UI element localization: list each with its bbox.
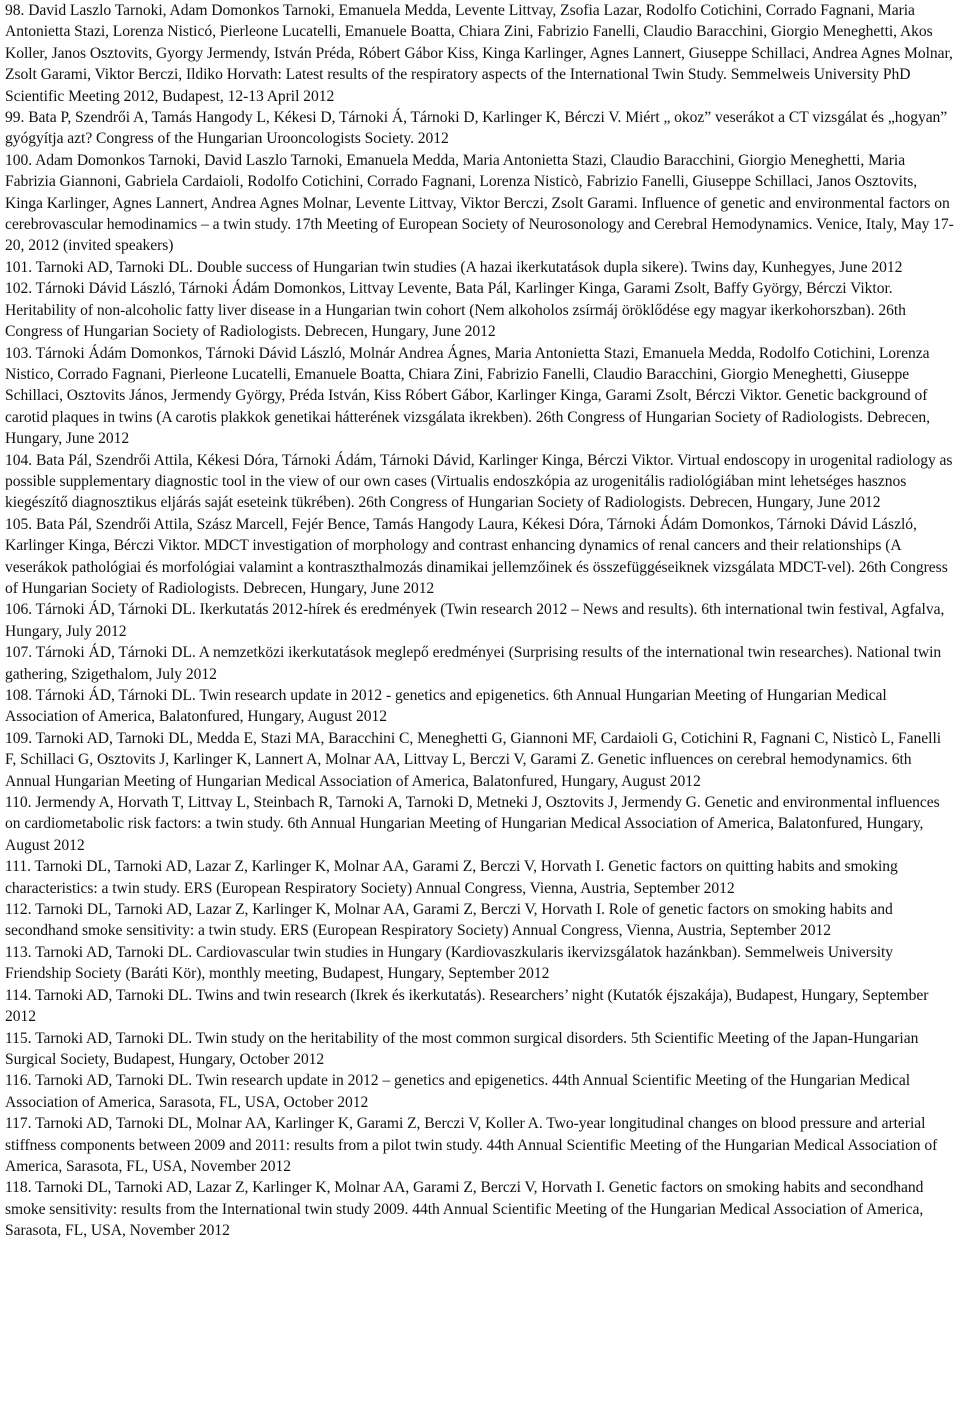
reference-text: Tarnoki DL, Tarnoki AD, Lazar Z, Karlinger K, Molnar AA, Garami Z, Berczi V, Horvath I. Genetic factors on quitting habits and smoking characteristics: a twin study. ERS (European Respiratory Society) Annual Congress, Vienna, Austria, September 2012	[5, 858, 898, 897]
reference-entry	[5, 343, 954, 450]
reference-entry	[5, 792, 954, 856]
reference-text: Bata P, Szendrői A, Tamás Hangody L, Kékesi D, Tárnoki Á, Tárnoki D, Karlinger K, Bérczi V. Miért „ okoz” veserákot a CT vizsgálat és „hogyan” gyógyítja azt? Congress of the Hungarian Urooncologists Society. 2012	[5, 109, 948, 148]
reference-number: 107.	[5, 644, 33, 662]
reference-text: Tarnoki DL, Tarnoki AD, Lazar Z, Karlinger K, Molnar AA, Garami Z, Berczi V, Horvath I. Role of genetic factors on smoking habits and secondhand smoke sensitivity: a twin study. ERS (European Respiratory Society) Annual Congress, Vienna, Austria, September 2012	[5, 901, 893, 940]
reference-entry	[5, 278, 954, 342]
reference-number: 114.	[5, 986, 32, 1004]
reference-text: Tarnoki AD, Tarnoki DL. Twin research update in 2012 – genetics and epigenetics. 44th Annual Scientific Meeting of the Hungarian Medical Association of America, Sarasota, FL, USA, October 2012	[5, 1072, 911, 1111]
reference-text: Tarnoki AD, Tarnoki DL. Twin study on the heritability of the most common surgical disorders. 5th Scientific Meeting of the Japan-Hungarian Surgical Society, Budapest, Hungary, October 2012	[5, 1029, 919, 1068]
reference-entry	[5, 942, 954, 985]
reference-entry	[5, 685, 954, 728]
reference-entry	[5, 856, 954, 899]
reference-number: 113.	[5, 943, 32, 961]
reference-entry	[5, 1177, 954, 1241]
reference-number: 110.	[5, 794, 32, 812]
reference-text: Tárnoki Ádám Domonkos, Tárnoki Dávid László, Molnár Andrea Ágnes, Maria Antonietta Stazi, Emanuela Medda, Rodolfo Cotichini, Lorenza Nistico, Corrado Fagnani, Pierleone Lucatelli, Emanuele Boatta, Chiara Zini, Fabrizio Fanelli, Claudio Baracchini, Giorgio Meneghetti, Giuseppe Schillaci, Osztovits János, Jermendy György, Préda István, Kiss Róbert Gábor, Karlinger Kinga, Garami Zsolt, Bérczi Viktor. Genetic background of carotid plaques in twins (A carotis plakkok genetikai hátterének vizsgálata ikrekben). 26th Congress of Hungarian Society of Radiologists. Debrecen, Hungary, June 2012	[5, 344, 930, 448]
reference-entry	[5, 514, 954, 600]
reference-entry	[5, 150, 954, 257]
reference-entry	[5, 1070, 954, 1113]
reference-number: 101.	[5, 258, 33, 276]
reference-entry	[5, 107, 954, 150]
reference-text: David Laszlo Tarnoki, Adam Domonkos Tarnoki, Emanuela Medda, Levente Littvay, Zsofia Lazar, Rodolfo Cotichini, Corrado Fagnani, Maria Antonietta Stazi, Lorenza Nisticó, Pierleone Lucatelli, Emanuele Boatta, Chiara Zini, Fabrizio Fanelli, Claudio Baracchini, Giorgio Meneghetti, Akos Koller, Janos Osztovits, Gyorgy Jermendy, István Préda, Róbert Gábor Kiss, Kinga Karlinger, Agnes Lannert, Giuseppe Schillaci, Andrea Agnes Molnar, Zsolt Garami, Viktor Berczi, Ildiko Horvath: Latest results of the respiratory aspects of the International Twin Study. Semmelweis University PhD Scientific Meeting 2012, Budapest, 12-13 April 2012	[5, 2, 953, 105]
reference-text: Tárnoki ÁD, Tárnoki DL. Ikerkutatás 2012-hírek és eredmények (Twin research 2012 – News and results). 6th international twin festival, Agfalva, Hungary, July 2012	[5, 601, 945, 640]
reference-entry	[5, 1028, 954, 1071]
reference-number: 109.	[5, 729, 33, 747]
reference-text: Tarnoki DL, Tarnoki AD, Lazar Z, Karlinger K, Molnar AA, Garami Z, Berczi V, Horvath I. Genetic factors on smoking habits and secondhand smoke sensitivity: results from the International twin study 2009. 44th Annual Scientific Meeting of the Hungarian Medical Association of America, Sarasota, FL, USA, November 2012	[5, 1179, 924, 1240]
reference-text: Bata Pál, Szendrői Attila, Szász Marcell, Fejér Bence, Tamás Hangody Laura, Kékesi Dóra, Tárnoki Ádám Domonkos, Tárnoki Dávid László, Karlinger Kinga, Bérczi Viktor. MDCT investigation of morphology and contrast enhancing dynamics of renal cancers and their relationships (A veserákok pathológiai és morfológiai valamint a kontraszthalmozás dinamikai jellemzőinek és összefüggéseiknek vizsgálata MDCT-vel). 26th Congress of Hungarian Society of Radiologists. Debrecen, Hungary, June 2012	[5, 515, 948, 597]
reference-text: Tárnoki Dávid László, Tárnoki Ádám Domonkos, Littvay Levente, Bata Pál, Karlinger Kinga, Garami Zsolt, Baffy György, Bérczi Viktor. Heritability of non-alcoholic fatty liver disease in a Hungarian twin cohort (Nem alkoholos zsírmáj öröklődése egy magyar ikerkohorszban). 26th Congress of Hungarian Society of Radiologists. Debrecen, Hungary, June 2012	[5, 280, 906, 341]
reference-number: 118.	[5, 1179, 32, 1197]
reference-number: 104.	[5, 451, 33, 469]
reference-number: 115.	[5, 1029, 32, 1047]
reference-entry	[5, 899, 954, 942]
reference-text: Jermendy A, Horvath T, Littvay L, Steinbach R, Tarnoki A, Tarnoki D, Metneki J, Osztovits J, Jermendy G. Genetic and environmental influences on cardiometabolic risk factors: a twin study. 6th Annual Hungarian Meeting of Hungarian Medical Association of America, Balatonfured, Hungary, August 2012	[5, 794, 940, 854]
reference-number: 111.	[5, 858, 31, 876]
reference-text: Tárnoki ÁD, Tárnoki DL. A nemzetközi ikerkutatások meglepő eredményei (Surprising results of the international twin researches). National twin gathering, Szigethalom, July 2012	[5, 644, 942, 683]
reference-number: 116.	[5, 1072, 32, 1090]
reference-number: 100.	[5, 151, 33, 169]
reference-entry	[5, 728, 954, 792]
reference-number: 98.	[5, 2, 25, 19]
reference-entry	[5, 450, 954, 514]
reference-text: Bata Pál, Szendrői Attila, Kékesi Dóra, Tárnoki Ádám, Tárnoki Dávid, Karlinger Kinga, Bérczi Viktor. Virtual endoscopy in urogenital radiology as possible supplementary diagnostic tool in the view of our own cases (Virtualis endoszkópia az urogenitális radiológiában mint lehetséges hasznos kiegészítő diagnosztikus eljárás saját eseteink tükrében). 26th Congress of Hungarian Society of Radiologists. Debrecen, Hungary, June 2012	[5, 451, 953, 512]
reference-text: Tarnoki AD, Tarnoki DL. Cardiovascular twin studies in Hungary (Kardiovaszkularis ikervizsgálatok hazánkban). Semmelweis University Friendship Society (Baráti Kör), monthly meeting, Budapest, Hungary, September 2012	[5, 943, 894, 983]
reference-entry	[5, 642, 954, 685]
reference-number: 105.	[5, 515, 33, 533]
reference-entry	[5, 0, 954, 107]
reference-number: 112.	[5, 901, 32, 919]
reference-entry	[5, 985, 954, 1028]
reference-text: Tárnoki ÁD, Tárnoki DL. Twin research update in 2012 - genetics and epigenetics. 6th Annual Hungarian Meeting of Hungarian Medical Association of America, Balatonfured, Hungary, August 2012	[5, 687, 887, 726]
reference-entry	[5, 599, 954, 642]
reference-number: 108.	[5, 687, 33, 704]
reference-text: Adam Domonkos Tarnoki, David Laszlo Tarnoki, Emanuela Medda, Maria Antonietta Stazi, Claudio Baracchini, Giorgio Meneghetti, Maria Fabrizia Giannoni, Gabriela Cardaioli, Rodolfo Cotichini, Corrado Fagnani, Lorenza Nisticò, Fabrizio Fanelli, Giuseppe Schillaci, Janos Osztovits, Kinga Karlinger, Agnes Lannert, Andrea Agnes Molnar, Levente Littvay, Viktor Berczi, Zsolt Garami. Influence of genetic and environmental factors on cerebrovascular hemodinamics – a twin study. 17th Meeting of European Society of Neurosonology and Cerebral Hemodynamics. Venice, Italy, May 17-20, 2012 (invited speakers)	[5, 151, 954, 255]
reference-text: Tarnoki AD, Tarnoki DL, Molnar AA, Karlinger K, Garami Z, Berczi V, Koller A. Two-year longitudinal changes on blood pressure and arterial stiffness components between 2009 and 2011: results from a pilot twin study. 44th Annual Scientific Meeting of the Hungarian Medical Association of America, Sarasota, FL, USA, November 2012	[5, 1115, 938, 1175]
reference-number: 102.	[5, 280, 33, 298]
reference-number: 103.	[5, 344, 33, 362]
reference-number: 117.	[5, 1115, 32, 1133]
reference-text: Tarnoki AD, Tarnoki DL. Double success of Hungarian twin studies (A hazai ikerkutatások dupla sikere). Twins day, Kunhegyes, June 2012	[35, 258, 903, 276]
reference-entry	[5, 1113, 954, 1177]
reference-text: Tarnoki AD, Tarnoki DL. Twins and twin research (Ikrek és ikerkutatás). Researchers’ night (Kutatók éjszakája), Budapest, Hungary, September 2012	[5, 986, 929, 1026]
reference-number: 99.	[5, 109, 25, 127]
reference-text: Tarnoki AD, Tarnoki DL, Medda E, Stazi MA, Baracchini C, Meneghetti G, Giannoni MF, Cardaioli G, Cotichini R, Fagnani C, Nisticò L, Fanelli F, Schillaci G, Osztovits J, Karlinger K, Lannert A, Molnar AA, Littvay L, Berczi V, Garami Z. Genetic influences on cerebral hemodynamics. 6th Annual Hungarian Meeting of Hungarian Medical Association of America, Balatonfured, Hungary, August 2012	[5, 729, 942, 790]
reference-number: 106.	[5, 601, 33, 619]
reference-entry	[5, 257, 954, 278]
